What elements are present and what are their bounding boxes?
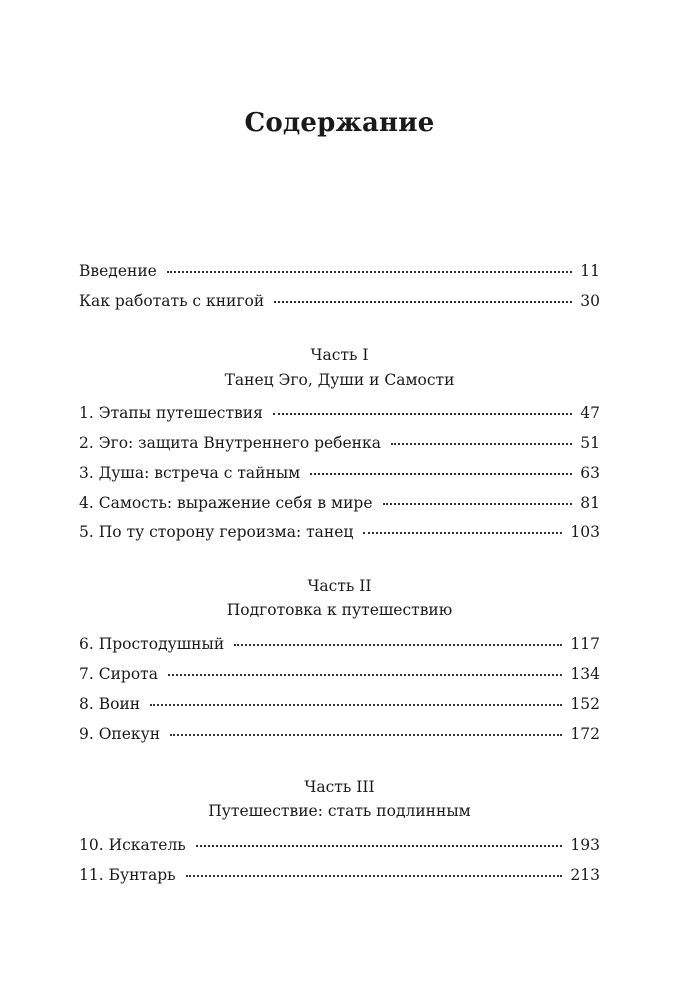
toc-entry-label: 1. Этапы путешествия <box>79 404 263 422</box>
toc-entry-label: 3. Душа: встреча с тайным <box>79 464 301 482</box>
dot-leader <box>168 674 562 676</box>
dot-leader <box>170 734 562 736</box>
toc-entry-page: 213 <box>570 866 600 884</box>
toc-entry <box>79 494 600 516</box>
dot-leader <box>363 532 562 534</box>
dot-leader <box>150 704 562 706</box>
toc-entry <box>79 725 600 747</box>
toc-entry-label: Введение <box>79 262 157 280</box>
toc-entry-page: 117 <box>570 635 600 653</box>
toc-entry-label: 7. Сирота <box>79 665 158 683</box>
part-number: Часть II <box>307 577 372 595</box>
toc-entry <box>79 434 600 456</box>
part-title: Подготовка к путешествию <box>226 601 453 619</box>
dot-leader <box>186 875 563 877</box>
dot-leader <box>196 845 563 847</box>
dot-leader <box>273 413 572 415</box>
part-number: Часть III <box>304 778 375 796</box>
toc-entry <box>79 523 600 545</box>
toc-entry-label: 2. Эго: защита Внутреннего ребенка <box>79 434 381 452</box>
dot-leader <box>167 271 572 273</box>
toc-entry-page: 172 <box>570 725 600 743</box>
toc-entry <box>79 665 600 687</box>
toc-entry-how-to-use <box>79 292 600 314</box>
toc-entry-label: 11. Бунтарь <box>79 866 176 884</box>
dot-leader <box>391 443 572 445</box>
dot-leader <box>383 503 573 505</box>
dot-leader <box>274 301 572 303</box>
toc-entry-page: 134 <box>570 665 600 683</box>
toc-entry <box>79 695 600 717</box>
toc-entry <box>79 464 600 486</box>
toc-entry <box>79 866 600 888</box>
toc-entry-page: 152 <box>570 695 600 713</box>
toc-entry-page: 11 <box>580 262 600 280</box>
toc-entry <box>79 836 600 858</box>
toc-entry-page: 81 <box>580 494 600 512</box>
part-title: Танец Эго, Души и Самости <box>224 371 455 389</box>
part-title: Путешествие: стать подлинным <box>208 802 471 820</box>
toc-entry-label: Как работать с книгой <box>79 292 265 310</box>
toc-entry-label: 9. Опекун <box>79 725 161 743</box>
toc-entry-label: 10. Искатель <box>79 836 186 854</box>
dot-leader <box>234 644 562 646</box>
toc-entry-introduction <box>79 262 600 284</box>
toc-entry-page: 63 <box>580 464 600 482</box>
toc-entry-page: 103 <box>570 523 600 541</box>
part-number: Часть I <box>310 346 369 364</box>
toc-entry-page: 51 <box>580 434 600 452</box>
page-title: Содержание <box>244 108 435 138</box>
toc-entry-page: 30 <box>580 292 600 310</box>
toc-entry-page: 193 <box>570 836 600 854</box>
toc-entry-page: 47 <box>580 404 600 422</box>
toc-entry-label: 6. Простодушный <box>79 635 225 653</box>
toc-entry <box>79 635 600 657</box>
dot-leader <box>310 473 572 475</box>
toc-entry <box>79 404 600 426</box>
toc-entry-label: 5. По ту сторону героизма: танец <box>79 523 354 541</box>
toc-entry-label: 4. Самость: выражение себя в мире <box>79 494 373 512</box>
toc-entry-label: 8. Воин <box>79 695 141 713</box>
